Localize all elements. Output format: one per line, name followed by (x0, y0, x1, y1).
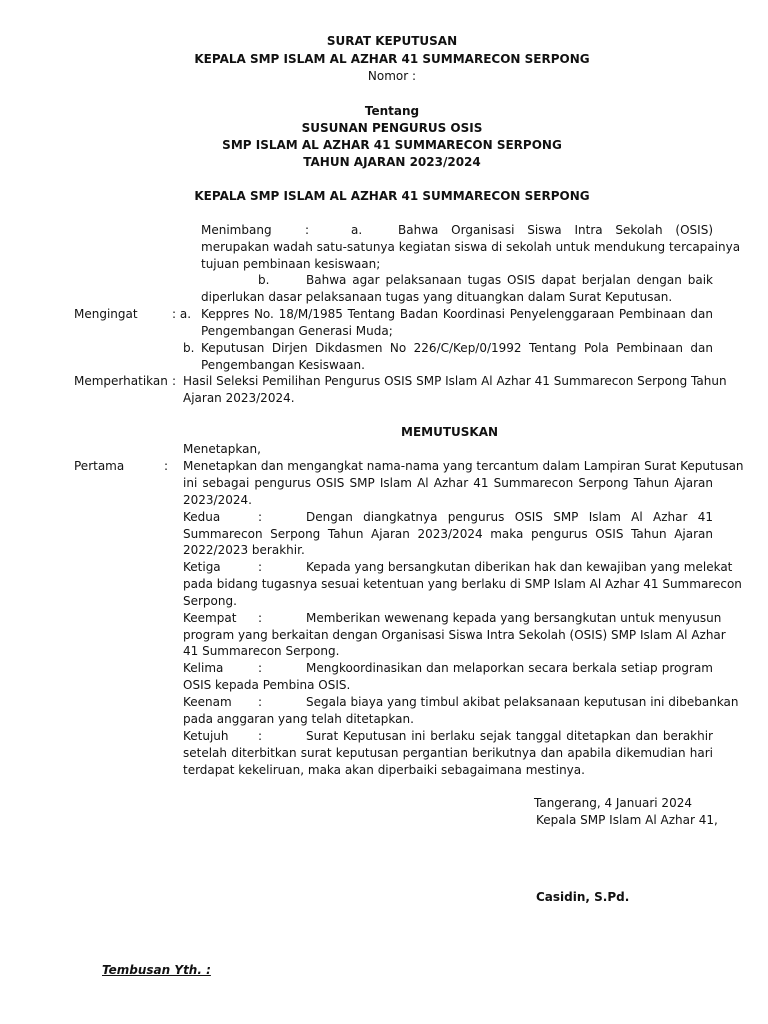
mengingat-colon-a: : a. (172, 307, 192, 321)
kedua-line2: Summarecon Serpong Tahun Ajaran 2023/2024 maka pengurus OSIS Tahun Ajaran (183, 527, 713, 541)
keenam-colon: : (258, 695, 263, 709)
menimbang-b-line2: diperlukan dasar pelaksanaan tugas yang dituangkan dalam Surat Keputusan. (201, 290, 673, 304)
memperhatikan-label: Memperhatikan (74, 374, 168, 388)
ketiga-colon: : (258, 560, 263, 574)
kedua-line3: 2022/2023 berakhir. (183, 543, 305, 557)
kelima-colon: : (258, 661, 263, 675)
doc-issuer: KEPALA SMP ISLAM AL AZHAR 41 SUMMARECON SERPONG (194, 52, 590, 66)
keempat-colon: : (258, 611, 263, 625)
ketiga-line3: Serpong. (183, 594, 237, 608)
ketujuh-colon: : (258, 729, 263, 743)
kelima-text: Mengkoordinasikan dan melaporkan secara berkala setiap program (306, 661, 713, 675)
pertama-colon: : (164, 459, 169, 473)
subject-line-2: SMP ISLAM AL AZHAR 41 SUMMARECON SERPONG (222, 138, 562, 152)
keenam-line2: pada anggaran yang telah ditetapkan. (183, 712, 414, 726)
menimbang-label: Menimbang (201, 223, 272, 237)
ketujuh-label: Ketujuh (183, 729, 229, 743)
menimbang-colon: : (305, 223, 310, 237)
ketujuh-line2: setelah diterbitkan surat keputusan pergantian berikutnya dan apabila dikemudian hari (183, 746, 713, 760)
issuer-heading: KEPALA SMP ISLAM AL AZHAR 41 SUMMARECON SERPONG (194, 189, 590, 203)
mengingat-a-line1: Keppres No. 18/M/1985 Tentang Badan Koordinasi Penyelenggaraan Pembinaan dan (201, 307, 713, 321)
mengingat-b-marker: b. (183, 341, 195, 355)
pertama-line2: ini sebagai pengurus OSIS SMP Islam Al Azhar 41 Summarecon Serpong Tahun Ajaran (183, 476, 713, 490)
ketiga-label: Ketiga (183, 560, 221, 574)
pertama-line1: Menetapkan dan mengangkat nama-nama yang tercantum dalam Lampiran Surat Keputusan (183, 459, 744, 473)
memperhatikan-line2: Ajaran 2023/2024. (183, 391, 295, 405)
kedua-colon: : (258, 510, 263, 524)
menimbang-a-marker: a. (351, 223, 363, 237)
ketujuh-line3: terdapat kekeliruan, maka akan diperbaiki sebagaimana mestinya. (183, 763, 585, 777)
menimbang-b-text: Bahwa agar pelaksanaan tugas OSIS dapat berjalan dengan baik (306, 273, 713, 287)
pertama-line3: 2023/2024. (183, 493, 252, 507)
subject-line-1: SUSUNAN PENGURUS OSIS (301, 121, 483, 135)
tembusan-label: Tembusan Yth. : (102, 963, 211, 977)
kelima-line2: OSIS kepada Pembina OSIS. (183, 678, 351, 692)
memutuskan-heading: MEMUTUSKAN (401, 425, 499, 439)
kedua-text: Dengan diangkatnya pengurus OSIS SMP Islam Al Azhar 41 (306, 510, 713, 524)
signature-position: Kepala SMP Islam Al Azhar 41, (536, 813, 718, 827)
pertama-label: Pertama (74, 459, 125, 473)
signature-place-date: Tangerang, 4 Januari 2024 (534, 796, 692, 810)
mengingat-b-line1: Keputusan Dirjen Dikdasmen No 226/C/Kep/0/1992 Tentang Pola Pembinaan dan (201, 341, 713, 355)
signature-name: Casidin, S.Pd. (536, 890, 630, 904)
menimbang-b-marker: b. (258, 273, 270, 287)
kedua-label: Kedua (183, 510, 221, 524)
mengingat-b-line2: Pengembangan Kesiswaan. (201, 358, 365, 372)
keenam-text: Segala biaya yang timbul akibat pelaksanaan keputusan ini dibebankan (306, 695, 739, 709)
keempat-text: Memberikan wewenang kepada yang bersangkutan untuk menyusun (306, 611, 722, 625)
keenam-label: Keenam (183, 695, 232, 709)
mengingat-a-line2: Pengembangan Generasi Muda; (201, 324, 393, 338)
doc-number: Nomor : (367, 69, 417, 83)
subject-line-3: TAHUN AJARAN 2023/2024 (303, 155, 481, 169)
menimbang-a-text: Bahwa Organisasi Siswa Intra Sekolah (OSIS) (398, 223, 713, 237)
menimbang-a-line3: tujuan pembinaan kesiswaan; (201, 257, 381, 271)
menimbang-a-line2: merupakan wadah satu-satunya kegiatan siswa di sekolah untuk mendukung tercapainya (201, 240, 741, 254)
ketiga-text: Kepada yang bersangkutan diberikan hak dan kewajiban yang melekat (306, 560, 733, 574)
memperhatikan-colon: : (172, 374, 177, 388)
menetapkan-label: Menetapkan, (183, 442, 261, 456)
tentang-label: Tentang (364, 104, 420, 118)
doc-title: SURAT KEPUTUSAN (326, 34, 458, 48)
keempat-line3: 41 Summarecon Serpong. (183, 644, 340, 658)
keempat-label: Keempat (183, 611, 237, 625)
memperhatikan-line1: Hasil Seleksi Pemilihan Pengurus OSIS SMP Islam Al Azhar 41 Summarecon Serpong Tahun (183, 374, 727, 388)
kelima-label: Kelima (183, 661, 224, 675)
mengingat-label: Mengingat (74, 307, 138, 321)
ketujuh-text: Surat Keputusan ini berlaku sejak tanggal ditetapkan dan berakhir (306, 729, 713, 743)
keempat-line2: program yang berkaitan dengan Organisasi Siswa Intra Sekolah (OSIS) SMP Islam Al Azhar (183, 628, 726, 642)
ketiga-line2: pada bidang tugasnya sesuai ketentuan yang berlaku di SMP Islam Al Azhar 41 Summarecon (183, 577, 742, 591)
